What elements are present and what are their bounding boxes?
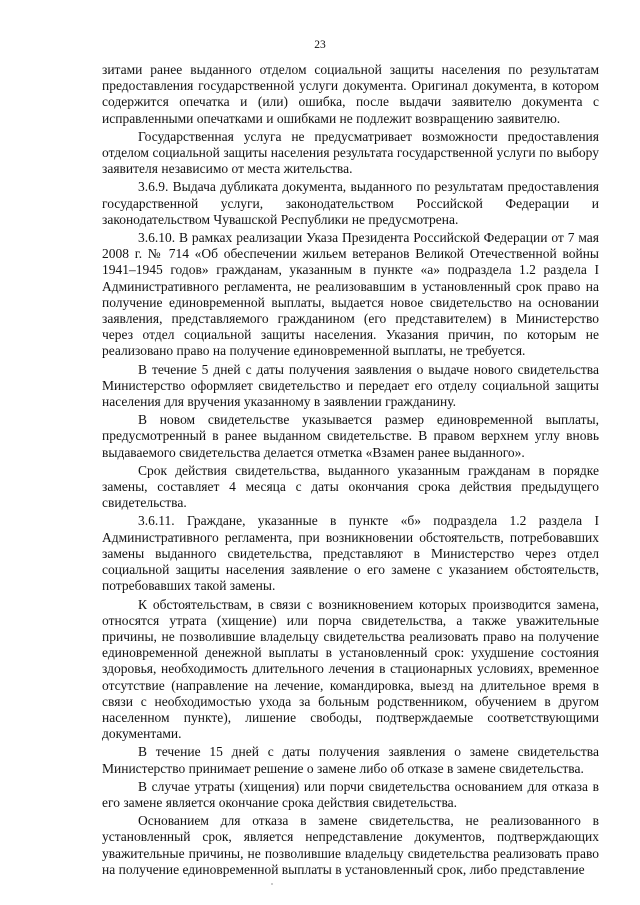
paragraph-validity-period: Срок действия свидетельства, выданного указанным гражданам в порядке замены, составляет 4 месяца с даты окончания срока действия предыдущего свидетельства. xyxy=(102,462,599,511)
paragraph-new-certificate: В новом свидетельстве указывается размер единовременной выплаты, предусмотренный в ранее выданном свидетельстве. В правом верхнем углу вновь выдаваемого свидетельства делается отметка «Взамен ранее выданного». xyxy=(102,412,599,460)
paragraph-five-days: В течение 5 дней с даты получения заявления о выдаче нового свидетельства Министерство оформляет свидетельство и передает его отделу социальной защиты населения для вручения указанному в заявлении гражданину. xyxy=(102,361,599,410)
document-body xyxy=(102,62,599,878)
page-number: 23 xyxy=(314,39,326,51)
scan-speck xyxy=(271,883,273,885)
paragraph-loss-refusal: В случае утраты (хищения) или порчи свидетельства основанием для отказа в его замене является окончание срока действия свидетельства. xyxy=(102,778,599,810)
paragraph-fifteen-days: В течение 15 дней с даты получения заявления о замене свидетельства Министерство принимает решение о замене либо об отказе в замене свидетельства. xyxy=(102,744,599,776)
paragraph-3-6-10: 3.6.10. В рамках реализации Указа Президента Российской Федерации от 7 мая 2008 г. № 714 «Об обеспечении жильем ветеранов Великой Отечественной войны 1941–1945 годов» гражданам, указанным в пункте «а» подраздела 1.2 раздела I Административного регламента, не реализовавшим в установленный срок право на получение единовременной выплаты, выдается новое свидетельство на основании заявления, представляемого гражданином (его представителем) в Министерство через отдел социальной защиты населения. Указания причин, по которым не реализовано право на получение единовременной выплаты, не требуется. xyxy=(102,230,599,359)
paragraph-continuation: зитами ранее выданного отделом социальной защиты населения по результатам предоставления государственной услуги документа. Оригинал документа, в котором содержится опечатка и (или) ошибка, после выдачи заявителю документа с исправленными опечатками и ошибками не подлежит возвращению заявителю. xyxy=(102,62,599,126)
paragraph-3-6-9: 3.6.9. Выдача дубликата документа, выданного по результатам предоставления государственной услуги, законодательством Российской Федерации и законодательством Чувашской Республики не предусмотрена. xyxy=(102,179,599,227)
paragraph-3-6-11: 3.6.11. Граждане, указанные в пункте «б» подраздела 1.2 раздела I Административного регламента, при возникновении обстоятельств, потребовавших замены выданного свидетельства, представляют в Министерство через отдел социальной защиты населения заявление о его замене с указанием обстоятельств, потребовавших такой замены. xyxy=(102,513,599,594)
paragraph-circumstances: К обстоятельствам, в связи с возникновением которых производится замена, относятся утрата (хищение) или порча свидетельства, а также уважительные причины, не позволившие владельцу свидетельства реализовать право на получение единовременной денежной выплаты в установленный срок: ухудшение состояния здоровья, необходимость длительного лечения в стационарных условиях, временное отсутствие (направление на лечение, командировка, выезд на длительное время в связи с необходимостью ухода за больным родственником, обучением в другом населенном пункте), лишение свободы, подтверждаемые соответствующими документами. xyxy=(102,596,599,742)
paragraph-refusal-grounds: Основанием для отказа в замене свидетельства, не реализованного в установленный срок, является непредставление документов, подтверждающих уважительные причины, не позволившие владельцу свидетельства реализовать право на получение единовременной выплаты в установленный срок, либо представление xyxy=(102,813,599,877)
paragraph-service-provision: Государственная услуга не предусматривает возможности предоставления отделом социальной защиты населения результата государственной услуги по выбору заявителя независимо от места жительства. xyxy=(102,128,599,177)
